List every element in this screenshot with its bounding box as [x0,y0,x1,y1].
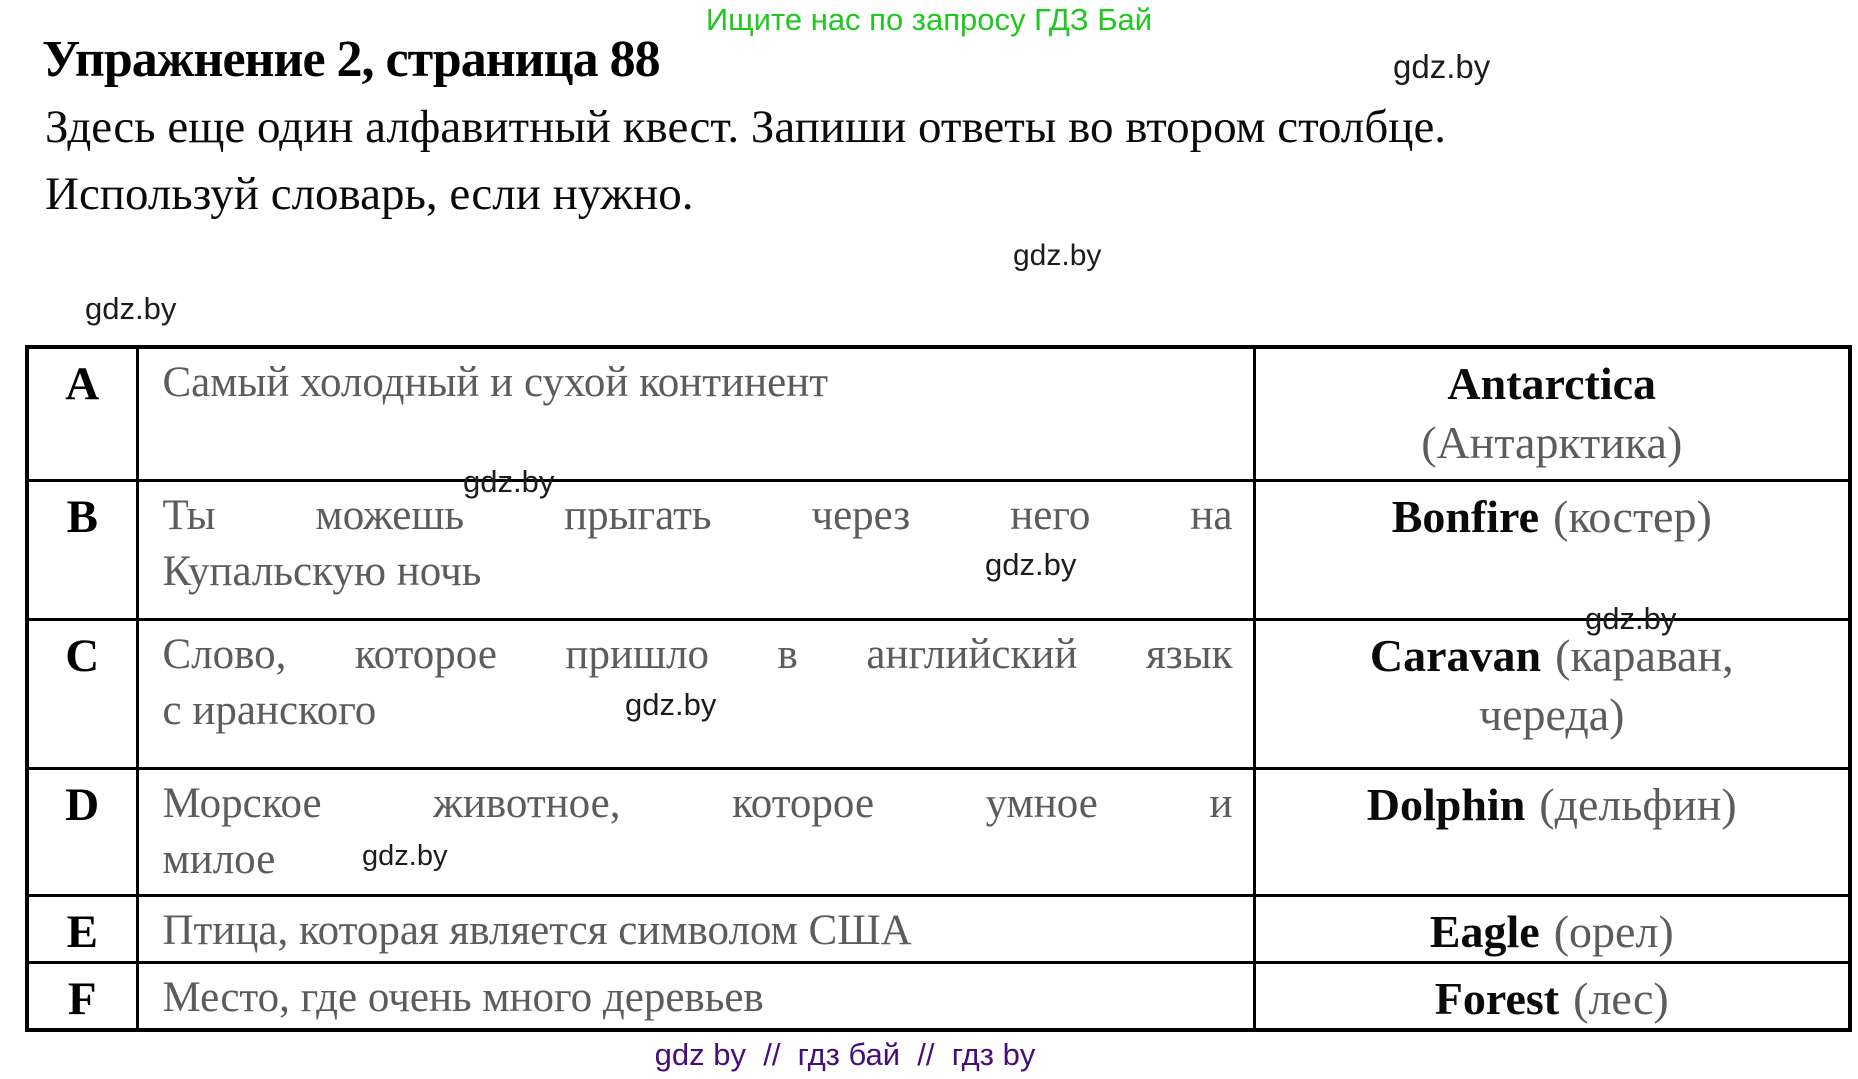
table-row [27,768,1850,895]
row-letter-cell: D [27,768,137,895]
row-description-cell [137,962,1254,1030]
row-letter-cell: B [27,480,137,619]
row-description-cell [137,347,1254,480]
row-description-cell [137,768,1254,895]
table-row [27,895,1850,962]
answer-word: Forest [1434,972,1560,1024]
answer-translation: (дельфин) [1539,778,1737,830]
answer-translation: (костер) [1553,490,1712,542]
gdzby-watermark: gdz.by [1013,239,1102,272]
row-answer-cell [1254,895,1850,962]
description-line: Птица, которая является символом США [162,906,912,954]
gdzby-watermark: gdz.by [625,687,717,722]
answer-translation: (орел) [1553,905,1674,957]
answer-line [1256,626,1849,685]
description-line: с иранского [162,686,377,734]
answer-word: Caravan [1369,629,1542,681]
answer-line [1256,775,1849,834]
row-description-cell [137,480,1254,619]
row-answer-cell [1254,768,1850,895]
row-answer-cell [1254,347,1850,480]
row-answer-cell [1254,619,1850,768]
row-letter-cell: E [27,895,137,962]
answer-translation: (Антарктика) [1421,417,1683,468]
gdzby-watermark: gdz.by [1393,48,1491,85]
answer-line [1256,902,1849,961]
answer-line [1256,354,1849,413]
promo-banner: Ищите нас по запросу ГДЗ Бай [705,2,1153,37]
row-letter-cell: F [27,962,137,1030]
answers-table [25,345,1852,1032]
answer-line [1256,487,1849,546]
table-row [27,962,1850,1030]
gdzby-watermark: gdz.by [985,547,1077,582]
row-answer-cell [1254,480,1850,619]
table-row [27,347,1850,480]
description-line: Ты можешь прыгать через него на [162,491,1233,539]
row-letter-cell: C [27,619,137,768]
answer-translation: (лес) [1573,972,1669,1024]
gdzby-watermark: gdz.by [1585,601,1677,636]
table-row [27,480,1850,619]
answer-line [1256,969,1849,1028]
answer-translation: череда) [1478,688,1625,740]
exercise-instructions-line2: Используй словарь, если нужно. [45,168,694,220]
gdzby-watermark: gdz.by [85,291,177,326]
row-letter-cell: A [27,347,137,480]
answer-translation: (караван, [1555,629,1734,681]
gdzby-watermark: gdz.by [362,840,448,872]
exercise-instructions-line1: Здесь еще один алфавитный квест. Запиши ответы во втором столбце. [45,101,1447,153]
description-line: Морское животное, которое умное и [162,779,1233,827]
description-line: Слово, которое пришло в английский язык [162,630,1233,678]
answer-word: Bonfire [1391,490,1540,542]
description-line: милое [162,835,276,883]
page-title: Упражнение 2, страница 88 [42,31,660,88]
answer-word: Dolphin [1366,778,1526,830]
description-line: Самый холодный и сухой континент [162,359,829,406]
answer-word: Antarctica [1447,358,1657,409]
description-line: Место, где очень много деревьев [162,973,764,1021]
gdzby-watermark: gdz.by [463,464,555,499]
description-line: Купальскую ночь [162,547,482,595]
table-row [27,619,1850,768]
row-answer-cell [1254,962,1850,1030]
row-description-cell [137,895,1254,962]
footer-watermark: gdz by // гдз бай // гдз by [654,1037,1036,1072]
answer-word: Eagle [1429,905,1540,957]
